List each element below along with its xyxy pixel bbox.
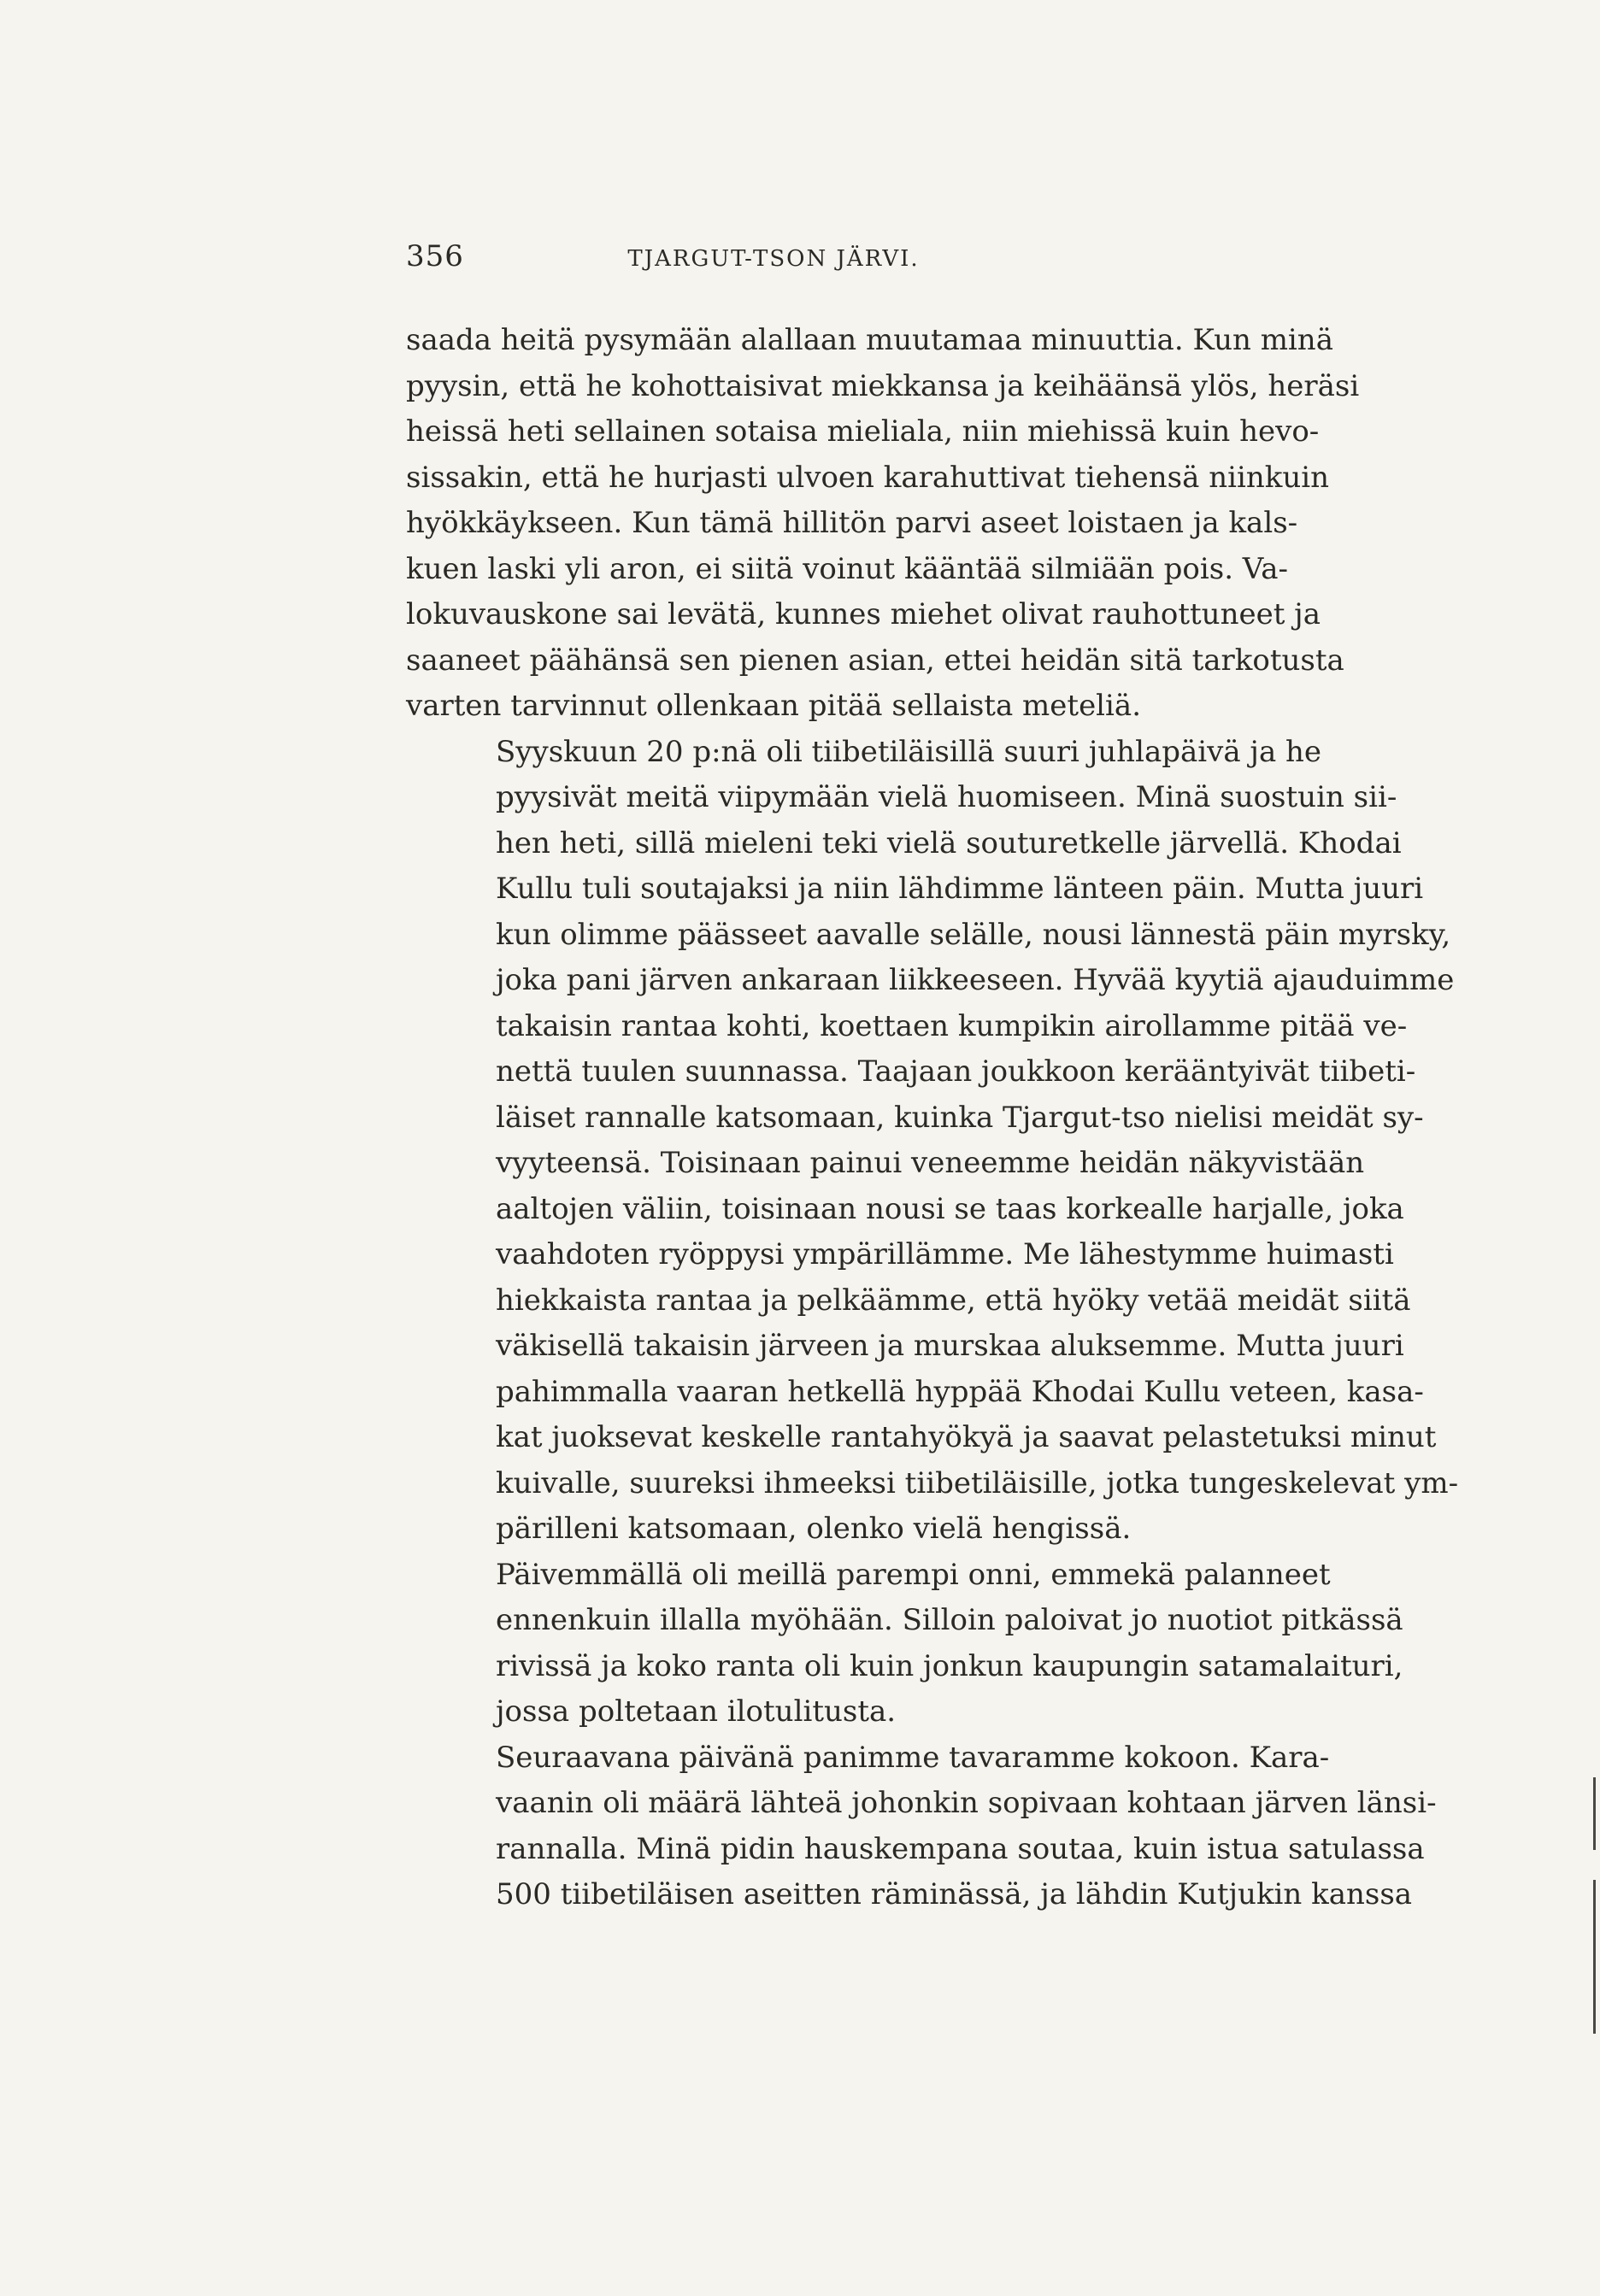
text-line: Kullu tuli soutajaksi ja niin lähdimme länteen päin. Mutta juuri xyxy=(496,872,1424,906)
scan-edge-mark xyxy=(1593,1777,1596,1850)
text-line: 500 tiibetiläisen aseitten räminässä, ja lähdin Kutjukin kanssa xyxy=(496,1877,1413,1911)
text-line: heissä heti sellainen sotaisa mieliala, niin miehissä kuin hevo- xyxy=(406,414,1320,449)
running-title: TJARGUT-TSON JÄRVI. xyxy=(627,246,920,272)
text-line: rivissä ja koko ranta oli kuin jonkun kaupungin satamalaituri, xyxy=(496,1648,1403,1683)
text-line: saada heitä pysymään alallaan muutamaa minuuttia. Kun minä xyxy=(406,323,1333,357)
text-line: Seuraavana päivänä panimme tavaramme kokoon. Kara- xyxy=(496,1740,1330,1775)
text-line: läiset rannalle katsomaan, kuinka Tjargut-tso nielisi meidät sy- xyxy=(496,1100,1424,1135)
paragraph xyxy=(406,730,1459,1553)
text-line: pyysin, että he kohottaisivat miekkansa ja keihäänsä ylös, heräsi xyxy=(406,368,1360,403)
text-line: pärilleni katsomaan, olenko vielä hengissä. xyxy=(496,1512,1132,1546)
text-line: varten tarvinnut ollenkaan pitää sellaista meteliä. xyxy=(406,689,1142,723)
text-line: hyökkäykseen. Kun tämä hillitön parvi aseet loistaen ja kals- xyxy=(406,506,1298,540)
text-line: rannalla. Minä pidin hauskempana soutaa, kuin istua satulassa xyxy=(496,1831,1425,1866)
text-line: kat juoksevat keskelle rantahyökyä ja saavat pelastetuksi minut xyxy=(496,1420,1437,1454)
text-line: ennenkuin illalla myöhään. Silloin paloivat jo nuotiot pitkässä xyxy=(496,1603,1403,1637)
text-line: vyyteensä. Toisinaan painui veneemme heidän näkyvistään xyxy=(496,1146,1365,1180)
paragraph xyxy=(406,1553,1403,1735)
scan-edge-mark xyxy=(1593,1880,1596,2034)
text-line: väkisellä takaisin järveen ja murskaa aluksemme. Mutta juuri xyxy=(496,1329,1404,1363)
text-line: kuivalle, suureksi ihmeeksi tiibetiläisille, jotka tungeskelevat ym- xyxy=(496,1465,1459,1500)
text-line: pahimmalla vaaran hetkellä hyppää Khodai Kullu veteen, kasa- xyxy=(496,1374,1424,1409)
body-text xyxy=(406,318,1459,1918)
text-line: hen heti, sillä mieleni teki vielä souturetkelle järvellä. Khodai xyxy=(496,825,1402,860)
text-line: nettä tuulen suunnassa. Taajaan joukkoon kerääntyivät tiibeti- xyxy=(496,1054,1416,1089)
text-line: vaanin oli määrä lähteä johonkin sopivaan kohtaan järven länsi- xyxy=(496,1786,1437,1820)
text-line: vaahdoten ryöppysi ympärillämme. Me lähestymme huimasti xyxy=(496,1237,1394,1271)
paragraph xyxy=(406,318,1360,730)
page-number: 356 xyxy=(406,239,464,273)
text-line: Syyskuun 20 p:nä oli tiibetiläisillä suuri juhlapäivä ja he xyxy=(496,734,1322,769)
text-line: joka pani järven ankaraan liikkeeseen. Hyvää kyytiä ajauduimme xyxy=(496,963,1455,997)
text-line: kun olimme päässeet aavalle selälle, nousi lännestä päin myrsky, xyxy=(496,917,1451,952)
text-line: aaltojen väliin, toisinaan nousi se taas korkealle harjalle, joka xyxy=(496,1191,1404,1226)
text-line: saaneet päähänsä sen pienen asian, ettei heidän sitä tarkotusta xyxy=(406,643,1344,678)
text-line: kuen laski yli aron, ei siitä voinut kääntää silmiään pois. Va- xyxy=(406,551,1289,586)
text-line: sissakin, että he hurjasti ulvoen karahuttivat tiehensä niinkuin xyxy=(406,460,1330,495)
text-line: jossa poltetaan ilotulitusta. xyxy=(496,1694,897,1729)
text-line: hiekkaista rantaa ja pelkäämme, että hyöky vetää meidät siitä xyxy=(496,1283,1411,1318)
page-header xyxy=(406,239,1141,282)
paragraph xyxy=(406,1735,1437,1918)
text-line: pyysivät meitä viipymään vielä huomiseen. Minä suostuin sii- xyxy=(496,780,1397,814)
text-line: lokuvauskone sai levätä, kunnes miehet olivat rauhottuneet ja xyxy=(406,597,1321,631)
text-line: Päivemmällä oli meillä parempi onni, emmekä palanneet xyxy=(496,1557,1331,1592)
text-line: takaisin rantaa kohti, koettaen kumpikin airollamme pitää ve- xyxy=(496,1008,1408,1043)
